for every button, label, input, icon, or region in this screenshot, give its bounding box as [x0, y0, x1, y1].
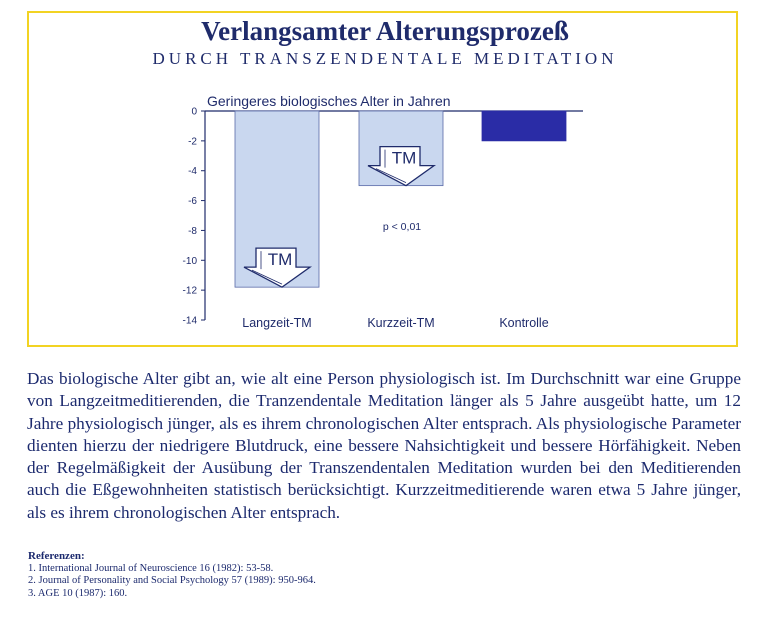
y-tick-label: -10: [182, 255, 197, 267]
page-title: Verlangsamter Alterungsprozeß: [201, 16, 569, 46]
tm-badge-label: TM: [267, 250, 293, 270]
reference-item: 3. AGE 10 (1987): 160.: [28, 587, 128, 599]
reference-item: 1. International Journal of Neuroscience 16 (1982): 53-58.: [28, 562, 274, 574]
references-title: Referenzen:: [28, 550, 85, 562]
bar: [482, 111, 566, 141]
page-subtitle: DURCH TRANSZENDENTALE MEDITATION: [152, 49, 618, 68]
y-tick-label: -8: [188, 225, 197, 237]
x-category-label: Kontrolle: [499, 316, 549, 330]
body-paragraph: Das biologische Alter gibt an, wie alt eine Person physiologisch ist. Im Durchschnitt war eine Gruppe von Langzeitmeditierenden, die Tranzendentale Meditation länger als 5 Jahre ausgeübt hatte, um 12 Jahre physiologisch jünger, als es ihrem chronologischen Alter entsprach. Als physiologische Parameter dienten hierzu der niedrigere Blutdruck, eine bessere Nahsichtigkeit und bessere Hörfähigkeit. Neben der Regelmäßigkeit der Ausübung der Transzendentalen Meditation wurden bei den Meditierenden auch die Eßgewohnheiten statistisch berücksichtigt. Kurzzeitmeditierende waren etwa 5 Jahre jünger, als es ihrem chronologischen Alter entsprach.: [27, 369, 741, 522]
x-category-label: Langzeit-TM: [242, 316, 312, 330]
y-tick-label: 0: [191, 106, 197, 118]
y-tick-label: -6: [188, 196, 197, 208]
chart-title: Geringeres biologisches Alter in Jahren: [207, 93, 451, 109]
x-category-label: Kurzzeit-TM: [367, 316, 435, 330]
y-tick-label: -14: [182, 315, 197, 327]
y-tick-label: -2: [188, 136, 197, 148]
tm-badge-label: TM: [391, 148, 417, 168]
y-tick-label: -4: [188, 166, 197, 178]
significance-annotation: p < 0,01: [382, 221, 422, 233]
references: [28, 550, 528, 600]
reference-item: 2. Journal of Personality and Social Psychology 57 (1989): 950-964.: [28, 575, 316, 587]
y-tick-label: -12: [182, 285, 197, 297]
